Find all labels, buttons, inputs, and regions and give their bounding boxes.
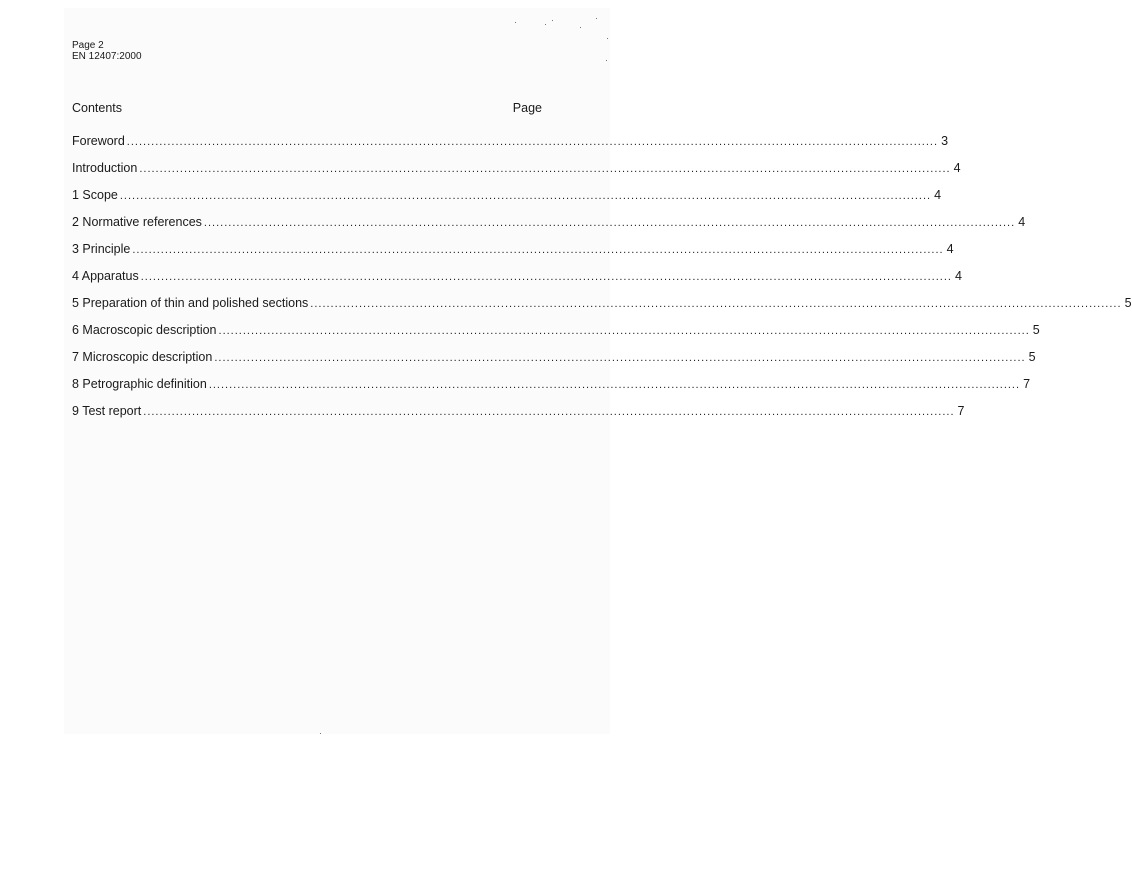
toc-leader-dots: ........................................................................................................................................................................................................ — [214, 352, 1026, 364]
scan-speck — [545, 24, 546, 25]
toc-entry-title: 8 Petrographic definition — [72, 377, 207, 391]
toc-leader-dots: ........................................................................................................................................................................................................ — [218, 325, 1030, 337]
toc-entry-page: 5 — [1028, 350, 1036, 364]
toc-entry[interactable] — [72, 323, 1040, 350]
toc-entry-page: 4 — [934, 188, 942, 202]
toc-entry-page: 5 — [1032, 323, 1040, 337]
toc-leader-dots: ........................................................................................................................................................................................................ — [139, 163, 951, 175]
page-number-label: Page 2 — [72, 40, 104, 51]
toc-leader-dots: ........................................................................................................................................................................................................ — [119, 190, 932, 202]
toc-entry-title: 3 Principle — [72, 242, 131, 256]
page-header — [72, 40, 142, 62]
toc-leader-dots: ........................................................................................................................................................................................................ — [143, 406, 955, 418]
scan-speck — [607, 38, 608, 39]
scan-speck — [552, 20, 553, 21]
scan-speck — [580, 27, 581, 28]
toc-entry-title: 5 Preparation of thin and polished sections — [72, 296, 309, 310]
contents-heading: Contents — [72, 101, 123, 115]
toc-entry-title: Foreword — [72, 134, 125, 148]
toc-entry[interactable] — [72, 242, 954, 269]
toc-entry[interactable] — [72, 215, 1026, 242]
toc-entry-page: 7 — [957, 404, 965, 418]
toc-entry-page: 7 — [1023, 377, 1031, 391]
toc-entry[interactable] — [72, 350, 1036, 377]
toc-entry-page: 3 — [941, 134, 949, 148]
toc-entry-page: 4 — [953, 161, 961, 175]
toc-entry-title: Introduction — [72, 161, 138, 175]
toc-leader-dots: ........................................................................................................................................................................................................ — [203, 217, 1016, 229]
standard-identifier: EN 12407:2000 — [72, 51, 142, 62]
scan-speck — [596, 18, 597, 19]
scan-speck — [606, 60, 607, 61]
toc-entry[interactable] — [72, 188, 942, 215]
toc-entry[interactable] — [72, 296, 1132, 323]
scan-speck — [515, 22, 516, 23]
toc-leader-dots: ........................................................................................................................................................................................................ — [126, 136, 939, 148]
toc-entry[interactable] — [72, 404, 965, 431]
toc-leader-dots: ........................................................................................................................................................................................................ — [132, 244, 944, 256]
toc-entry[interactable] — [72, 134, 949, 161]
toc-entry-title: 2 Normative references — [72, 215, 202, 229]
toc-entry[interactable] — [72, 269, 962, 296]
toc-entry-title: 7 Microscopic description — [72, 350, 213, 364]
toc-entry-page: 4 — [955, 269, 962, 283]
toc-leader-dots: ........................................................................................................................................................................................................ — [310, 298, 1122, 310]
toc-entry-title: 4 Apparatus — [72, 269, 139, 283]
scan-speck — [320, 733, 321, 734]
toc-entry[interactable] — [72, 377, 1031, 404]
table-of-contents — [72, 134, 1132, 431]
toc-entry-page: 4 — [1018, 215, 1026, 229]
toc-entry-title: 1 Scope — [72, 188, 118, 202]
toc-entry[interactable] — [72, 161, 961, 188]
toc-entry-page: 5 — [1124, 296, 1132, 310]
toc-entry-title: 6 Macroscopic description — [72, 323, 217, 337]
contents-heading-row — [72, 101, 542, 115]
toc-leader-dots: ........................................................................................................................................................................................................ — [208, 379, 1021, 391]
toc-leader-dots: ........................................................................................................................................................................................................ — [140, 271, 952, 283]
page-column-heading: Page — [512, 101, 542, 115]
toc-entry-page: 4 — [946, 242, 954, 256]
toc-entry-title: 9 Test report — [72, 404, 142, 418]
